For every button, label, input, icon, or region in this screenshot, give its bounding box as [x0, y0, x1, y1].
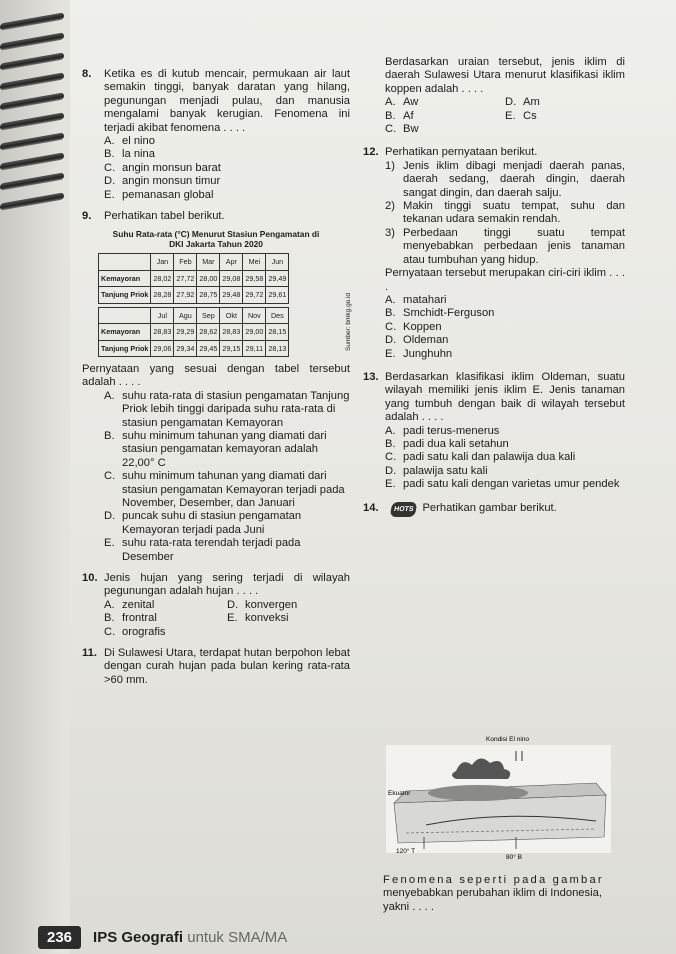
option[interactable]: C. angin monsun barat — [104, 161, 221, 174]
question-text: Berdasarkan uraian tersebut, jenis iklim di daerah Sulawesi Utara menurut klasifikasi iklim koppen adalah . . . . — [385, 56, 625, 95]
el-nino-figure — [366, 733, 626, 863]
question-text: Di Sulawesi Utara, terdapat hutan berpohon lebat dengan curah hujan pada bulan kering rata-rata >60 mm. — [104, 647, 350, 686]
question-number: 9. — [82, 210, 92, 223]
option[interactable]: C. orografis — [104, 625, 166, 638]
question-text: Berdasarkan klasifikasi iklim Oldeman, suatu wilayah memiliki jenis iklim E. Jenis tanaman yang tumbuh dengan baik di wilayah tersebut adalah . . . . — [385, 370, 625, 424]
question-number: 13. — [363, 370, 379, 383]
question-text: Perhatikan tabel berikut. — [104, 210, 225, 223]
option[interactable]: B. suhu minimum tahunan yang diamati dari stasiun pengamatan kemayoran adalah 22,00° C — [104, 429, 327, 469]
table-row: Tanjung Priok 29,06 29,34 29,45 29,15 29,11 28,13 — [99, 340, 289, 356]
right-column — [363, 56, 625, 517]
longitude-label: 120° T — [396, 848, 416, 855]
table-row: Kemayoran 28,83 29,29 28,62 28,83 29,00 28,15 — [99, 324, 289, 340]
option[interactable]: A. padi terus-menerus — [385, 424, 500, 437]
option[interactable]: A. Aw — [385, 96, 419, 109]
question-14 — [363, 502, 625, 517]
option[interactable]: B. Smchidt-Ferguson — [385, 307, 495, 320]
question-number: 12. — [363, 146, 379, 159]
question-8 — [82, 68, 350, 202]
question-11 — [82, 647, 350, 687]
question-12 — [363, 146, 625, 361]
hots-badge: HOTS — [390, 502, 418, 517]
table-source: Sumber: bmkg.go.id — [345, 293, 352, 352]
question-stem: Pernyataan tersebut merupakan ciri-ciri iklim . . . . — [385, 267, 625, 293]
question-number: 10. — [82, 572, 98, 584]
option[interactable]: D. palawija satu kali — [385, 464, 488, 477]
statement: 1) Jenis iklim dibagi menjadi daerah panas, daerah sedang, daerah dingin, daerah sangat dingin, dan daerah salju. — [385, 159, 625, 199]
statement: 3) Perbedaan tinggi suatu tempat menyebabkan perbedaan jenis tanaman atau tumbuhan yang hidup. — [385, 226, 625, 266]
question-14-stem: Fenomena seperti pada gambar menyebabkan perubahan iklim di Indonesia, yakni . . . . — [383, 874, 604, 913]
temperature-table-2: Jul Agu Sep Okt Nov Des Kemayoran 28,83 29,29 28,62 28,83 29,00 28,15 Tanjung Priok 29,06 29,34 29,45 29,15 29,11 28,13 — [98, 307, 289, 357]
statement: 2) Makin tinggi suatu tempat, suhu dan tekanan udara semakin rendah. — [385, 200, 625, 226]
question-text: Jenis hujan yang sering terjadi di wilayah pegunungan adalah hujan . . . . — [104, 572, 350, 598]
option[interactable]: C. Bw — [385, 123, 419, 136]
question-number: 14. — [363, 501, 379, 514]
option[interactable]: C. suhu minimum tahunan yang diamati dari stasiun pengamatan Kemayoran terjadi pada November, Desember, dan Januari — [104, 470, 345, 509]
option[interactable]: C. padi satu kali dan palawija dua kali — [385, 451, 576, 464]
table-row: Kemayoran 28,02 27,72 28,00 29,08 29,58 29,49 — [99, 270, 289, 286]
option[interactable]: A. el nino — [104, 135, 155, 148]
option[interactable]: E. suhu rata-rata terendah terjadi pada Desember — [104, 537, 301, 563]
option[interactable]: A. suhu rata-rata di stasiun pengamatan Tanjung Priok lebih tinggi daripada suhu rata-rata di stasiun pengamatan Kemayoran — [104, 389, 350, 429]
option[interactable]: D. puncak suhu di stasiun pengamatan Kemayoran terjadi pada Juni — [104, 510, 302, 536]
question-stem: Pernyataan yang sesuai dengan tabel tersebut adalah . . . . — [82, 362, 350, 389]
option[interactable]: D. Oldeman — [385, 334, 449, 347]
option[interactable]: E. padi satu kali dengan varietas umur pendek — [385, 478, 620, 491]
option[interactable]: B. padi dua kali setahun — [385, 437, 509, 450]
option[interactable]: D. angin monsun timur — [104, 175, 221, 188]
figure-title: Kondisi El nino — [486, 736, 529, 743]
option[interactable]: C. Koppen — [385, 320, 442, 333]
question-text: Perhatikan pernyataan berikut. — [385, 146, 538, 159]
option[interactable]: A. matahari — [385, 293, 447, 306]
spiral-binding — [0, 0, 70, 954]
option[interactable]: D. konvergen — [227, 598, 298, 611]
option[interactable]: E. konveksi — [227, 612, 289, 625]
question-9 — [82, 210, 350, 564]
question-11-continued — [363, 56, 625, 136]
temperature-table-1: Jan Feb Mar Apr Mei Jun Kemayoran 28,02 27,72 28,00 29,08 29,58 29,49 Tanjung Priok 28,28 27,92 28,75 29,48 29,72 29,61 — [98, 253, 289, 303]
option[interactable]: D. Am — [505, 96, 540, 109]
book-title: IPS Geografi untuk SMA/MA — [93, 929, 288, 946]
question-10 — [82, 572, 350, 639]
page-footer — [38, 926, 287, 949]
question-text: Perhatikan gambar berikut. — [422, 501, 557, 514]
question-number: 11. — [82, 647, 97, 660]
left-column — [82, 68, 350, 687]
page-number: 236 — [38, 926, 81, 949]
question-number: 8. — [82, 68, 92, 80]
option[interactable]: B. la nina — [104, 148, 155, 161]
question-13 — [363, 371, 625, 492]
option[interactable]: E. Cs — [505, 109, 537, 122]
option[interactable]: A. zenital — [104, 598, 155, 611]
table-row: Tanjung Priok 28,28 27,92 28,75 29,48 29,72 29,61 — [99, 287, 289, 303]
option[interactable]: B. frontral — [104, 612, 157, 625]
longitude-label: 80° B — [506, 854, 522, 861]
option[interactable]: E. Junghuhn — [385, 347, 453, 360]
equator-label: Ekuator — [388, 790, 411, 797]
option[interactable]: B. Af — [385, 109, 414, 122]
option[interactable]: E. pemanasan global — [104, 188, 214, 201]
question-text: Ketika es di kutub mencair, permukaan air laut semakin tinggi, banyak daratan yang hilang, pegunungan menjadi pulau, dan manusia mengalami banyak kerugian. Fenomena ini terjadi akibat fenomena . . . . — [104, 68, 350, 134]
table-caption: Suhu Rata-rata (°C) Menurut Stasiun Pengamatan di DKI Jakarta Tahun 2020 — [112, 229, 320, 250]
